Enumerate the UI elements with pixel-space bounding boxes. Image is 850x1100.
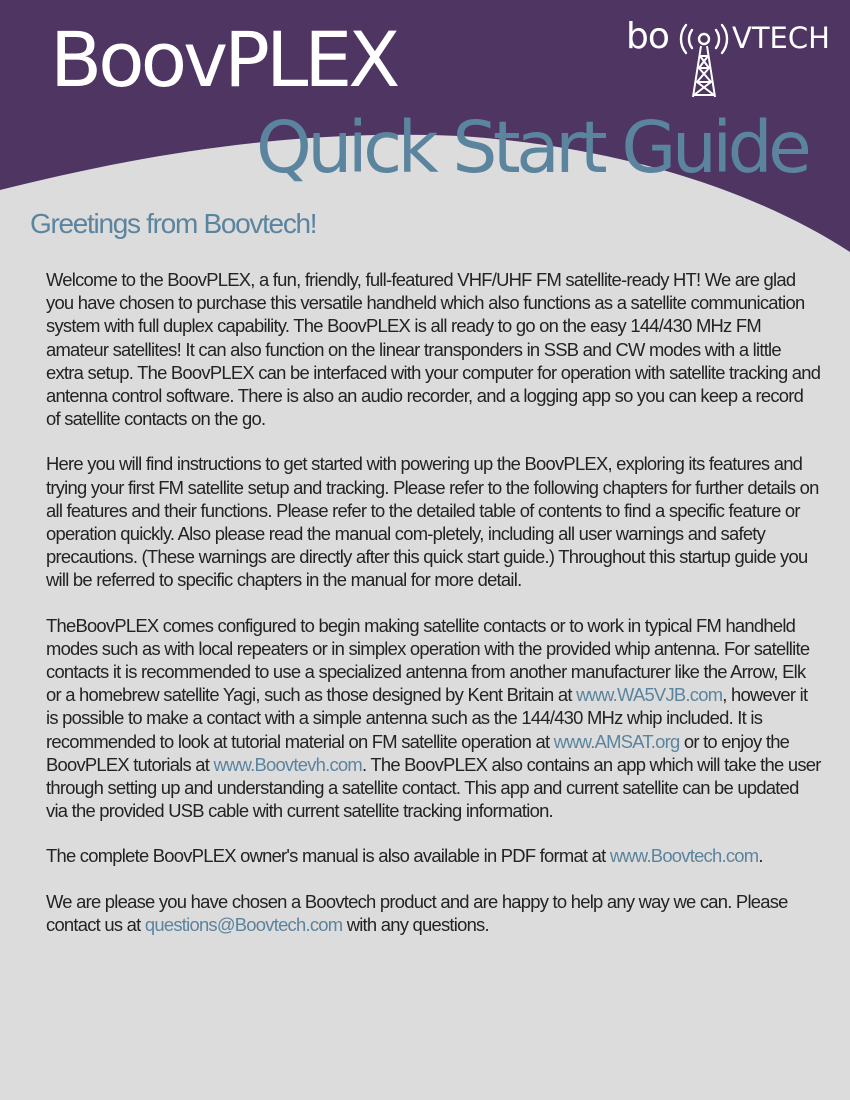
configuration-text-1: TheBoovPLEX comes configured to begin making satellite contacts or to work in typical FM handheld modes such as with local repeaters or in simplex operation with the provided whip antenna. For satellite contacts it is recommended to use a specialized antenna from another manufacturer like the Arrow, Elk or a homebrew satellite Yagi, such as those designed by Kent Britain at (46, 614, 810, 706)
manual-paragraph (46, 844, 821, 867)
boovtech-logo (626, 12, 831, 100)
product-title: BoovPLEX (50, 15, 397, 104)
boovtevh-link[interactable]: www.Boovtevh.com (213, 753, 362, 775)
logo-text-left: bo (626, 16, 669, 57)
manual-text-1: The complete BoovPLEX owner's manual is also available in PDF format at (46, 845, 610, 867)
contact-text-1: We are please you have chosen a Boovtech product and are happy to help any way we can. Please contact us at (46, 890, 788, 935)
greeting-heading: Greetings from Boovtech! (30, 208, 317, 239)
intro-paragraph: Welcome to the BoovPLEX, a fun, friendly, full-featured VHF/UHF FM satellite-ready HT! We are glad you have chosen to purchase this versatile handheld which also functions as a satellite communication system with full duplex capability. The BoovPLEX is all ready to go on the easy 144/430 MHz FM amateur satellites! It can also function on the linear transponders in SSB and CW modes with a little extra setup. The BoovPLEX can be interfaced with your computer for operation with satellite tracking and antenna control software. There is also an audio recorder, and a logging app so you can keep a record of satellite contacts on the go. (46, 269, 821, 430)
manual-text-2: . (758, 845, 763, 867)
contact-email-link[interactable]: questions@Boovtech.com (144, 913, 343, 935)
body-text (46, 268, 821, 958)
configuration-paragraph (46, 614, 821, 823)
contact-text-2: with any questions. (342, 913, 489, 935)
configuration-text-4: . The BoovPLEX also contains an app which will take the user through setting up and understanding a satellite contact. This app and current satellite can be updated via the provided USB cable with current satellite tracking information. (46, 753, 821, 822)
contact-paragraph (46, 890, 821, 936)
configuration-text-2: , however it is possible to make a contact with a simple antenna such as the 144/430 MHz whip included. It is recommended to look at tutorial material on FM satellite operation at (46, 684, 808, 752)
guide-title: Quick Start Guide (256, 106, 808, 189)
amsat-link[interactable]: www.AMSAT.org (553, 730, 680, 752)
radio-tower-icon (678, 12, 730, 100)
configuration-text-3: or to enjoy the BoovPLEX tutorials at (46, 730, 790, 775)
wa5vjb-link[interactable]: www.WA5VJB.com (576, 684, 723, 706)
instructions-paragraph: Here you will find instructions to get started with powering up the BoovPLEX, exploring its features and trying your first FM satellite setup and tracking. Please refer to the following chapters for further details on all features and their functions. Please refer to the detailed table of contents to find a specific feature or operation quickly. Also please read the manual com-pletely, including all user warnings and safety precautions. (These warnings are directly after this quick start guide.) Throughout this startup guide you will be referred to specific chapters in the manual for more detail. (46, 453, 819, 591)
boovtech-website-link[interactable]: www.Boovtech.com (609, 845, 759, 867)
logo-text-right: VTECH (732, 21, 830, 55)
